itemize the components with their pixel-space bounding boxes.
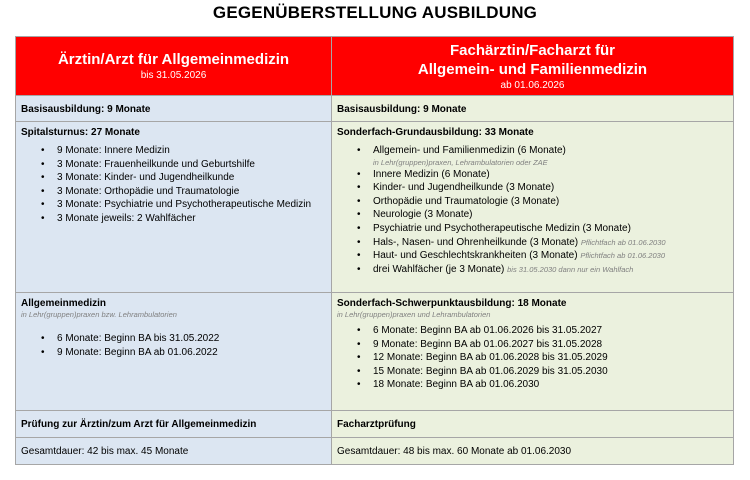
specialty-left-list [21, 332, 325, 359]
page-title: GEGENÜBERSTELLUNG AUSBILDUNG [212, 3, 538, 22]
list-item: • 9 Monate: Beginn BA ab 01.06.2027 bis 31.05.2028 [373, 338, 727, 352]
list-item-text: Hals-, Nasen- und Ohrenheilkunde (3 Monate) [373, 236, 579, 248]
training-left-cell [16, 122, 332, 293]
basis-right-text: Basisausbildung: 9 Monate [337, 103, 467, 115]
exam-left-cell [16, 411, 332, 438]
left-header-date: bis 31.05.2026 [140, 70, 207, 81]
list-item: • 3 Monate: Kinder- und Jugendheilkunde [57, 171, 325, 185]
training-row [16, 122, 734, 293]
specialty-left-cell [16, 293, 332, 411]
duration-left-cell [16, 438, 332, 465]
list-item: • 6 Monate: Beginn BA bis 31.05.2022 [57, 332, 325, 346]
list-item-text: Orthopädie und Traumatologie (3 Monate) [373, 195, 560, 207]
training-right-cell [332, 122, 734, 293]
basis-row [16, 96, 734, 122]
list-item [373, 144, 727, 168]
training-right-list [337, 144, 727, 276]
exam-right-text: Facharztprüfung [337, 419, 416, 430]
right-header-title-line2: Allgemein- und Familienmedizin [417, 60, 648, 78]
list-item: • 3 Monate: Orthopädie und Traumatologie [57, 185, 325, 199]
list-item-note: in Lehr(gruppen)praxen, Lehrambulatorien oder ZAE [373, 157, 548, 167]
basis-right-cell [332, 96, 734, 122]
list-item: • 3 Monate: Psychiatrie und Psychotherapeutische Medizin [57, 198, 325, 212]
list-item-text: Allgemein- und Familienmedizin (6 Monate) [373, 145, 566, 156]
list-item: • 15 Monate: Beginn BA ab 01.06.2029 bis 31.05.2030 [373, 365, 727, 379]
duration-left-text: Gesamtdauer: 42 bis max. 45 Monate [21, 446, 189, 457]
list-item [373, 222, 727, 236]
list-item-text: Neurologie (3 Monate) [373, 209, 473, 221]
list-item-note: bis 31.05.2030 dann nur ein Wahlfach [507, 264, 634, 274]
list-item [373, 195, 727, 209]
duration-right-cell [332, 438, 734, 465]
specialty-left-title: Allgemeinmedizin [21, 298, 107, 309]
list-item [373, 181, 727, 195]
training-left-list [21, 144, 325, 226]
training-left-title: Spitalsturnus: 27 Monate [21, 127, 140, 138]
left-header [16, 37, 332, 96]
list-item [373, 168, 727, 182]
exam-left-text: Prüfung zur Ärztin/zum Arzt für Allgemeinmedizin [21, 419, 257, 430]
list-item [373, 249, 727, 263]
list-item-note: Pflichtfach ab 01.06.2030 [580, 237, 666, 247]
list-item-text: Haut- und Geschlechtskrankheiten (3 Monate) [373, 250, 578, 262]
list-item-text: Innere Medizin (6 Monate) [373, 168, 490, 180]
training-right-title: Sonderfach-Grundausbildung: 33 Monate [337, 127, 534, 138]
list-item: • 12 Monate: Beginn BA ab 01.06.2028 bis 31.05.2029 [373, 351, 727, 365]
right-header-date: ab 01.06.2026 [500, 79, 565, 91]
list-item-text: Psychiatrie und Psychotherapeutische Medizin (3 Monate) [373, 222, 631, 234]
specialty-right-title: Sonderfach-Schwerpunktausbildung: 18 Monate [337, 298, 567, 309]
list-item [373, 236, 727, 250]
right-header-title-line1: Fachärztin/Facharzt für [449, 41, 616, 59]
basis-left-cell [16, 96, 332, 122]
exam-row [16, 411, 734, 438]
list-item: • 3 Monate jeweils: 2 Wahlfächer [57, 212, 325, 226]
specialty-right-list [337, 324, 727, 392]
list-item [373, 263, 727, 277]
left-header-title: Ärztin/Arzt für Allgemeinmedizin [57, 51, 290, 68]
comparison-table [15, 36, 734, 465]
list-item-text: drei Wahlfächer (je 3 Monate) [373, 263, 505, 275]
specialty-right-cell [332, 293, 734, 411]
duration-right-text: Gesamtdauer: 48 bis max. 60 Monate ab 01.06.2030 [337, 446, 572, 457]
specialty-left-note: in Lehr(gruppen)praxen bzw. Lehrambulatorien [21, 310, 177, 319]
duration-row [16, 438, 734, 465]
list-item-note: Pflichtfach ab 01.06.2030 [580, 251, 665, 261]
list-item: • 9 Monate: Beginn BA ab 01.06.2022 [57, 346, 325, 360]
list-item-text: Kinder- und Jugendheilkunde (3 Monate) [373, 182, 555, 194]
specialty-row [16, 293, 734, 411]
exam-right-cell [332, 411, 734, 438]
right-header [332, 37, 734, 96]
list-item: • 6 Monate: Beginn BA ab 01.06.2026 bis 31.05.2027 [373, 324, 727, 338]
specialty-right-note: in Lehr(gruppen)praxen und Lehrambulatorien [337, 310, 491, 319]
list-item [373, 208, 727, 222]
list-item: • 18 Monate: Beginn BA ab 01.06.2030 [373, 378, 727, 392]
list-item: • 3 Monate: Frauenheilkunde und Geburtshilfe [57, 158, 325, 172]
list-item: • 9 Monate: Innere Medizin [57, 144, 325, 158]
basis-left-text: Basisausbildung: 9 Monate [21, 103, 151, 115]
header-row [16, 37, 734, 96]
